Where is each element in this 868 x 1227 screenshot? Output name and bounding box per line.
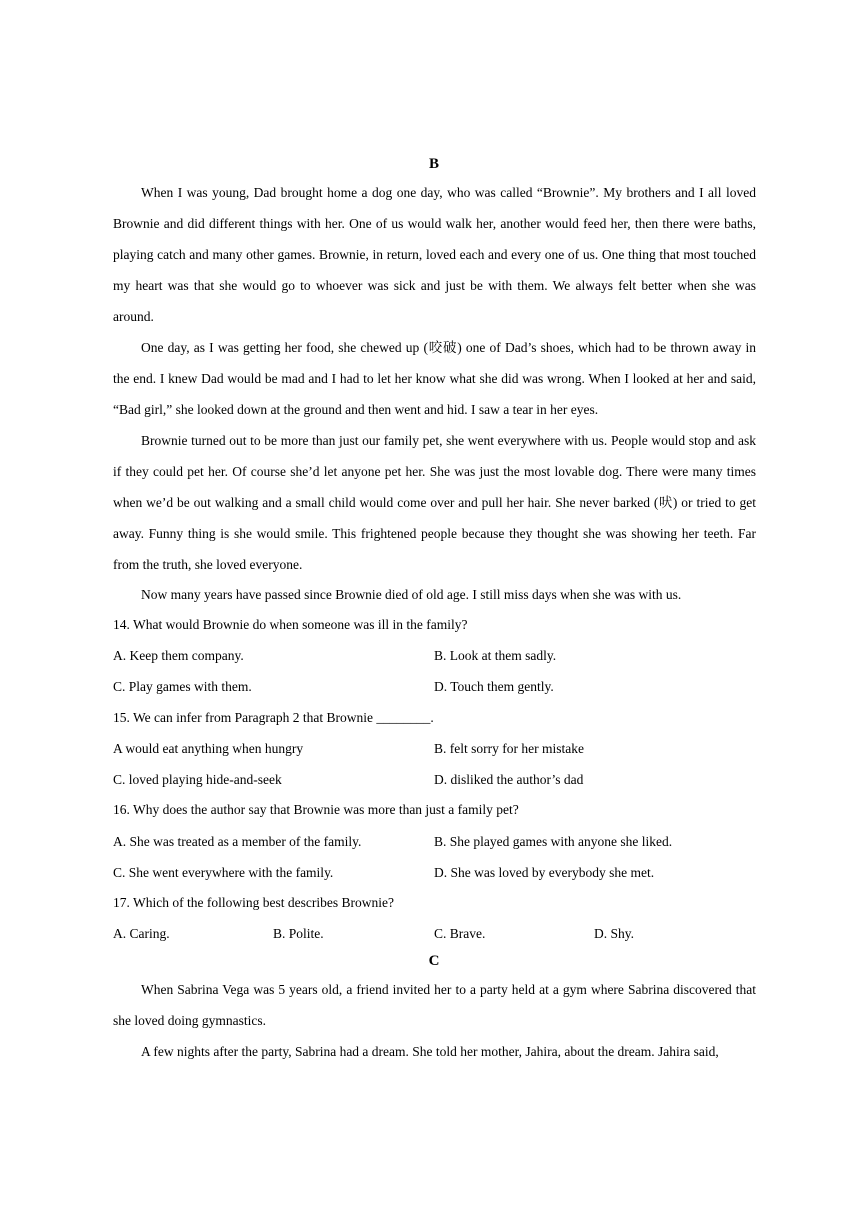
question-15-option-d[interactable]: D. disliked the author’s dad [434, 772, 584, 787]
question-17-option-d[interactable]: D. Shy. [594, 926, 635, 941]
question-14-option-d[interactable]: D. Touch them gently. [434, 679, 554, 694]
question-14-stem: 14. What would Brownie do when someone was ill in the family? [113, 617, 468, 632]
section-c-paragraph-2: A few nights after the party, Sabrina had a dream. She told her mother, Jahira, about the dream. Jahira said, [141, 1044, 719, 1059]
section-b-paragraph-2: One day, as I was getting her food, she chewed up (咬破) one of Dad’s shoes, which had to be thrown away in the end. I knew Dad would be mad and I had to let her know what she did was wrong. When I looked at her and said, “Bad girl,” she looked down at the ground and then went and hid. I saw a tear in her eyes. [113, 340, 756, 417]
question-17-option-c[interactable]: C. Brave. [434, 926, 486, 941]
section-b-paragraph-3: Brownie turned out to be more than just our family pet, she went everywhere with us. People would stop and ask if they could pet her. Of course she’d let anyone pet her. She was just the most lovable dog. There were many times when we’d be out walking and a small child would come over and pull her hair. She never barked (吠) or tried to get away. Funny thing is she would smile. This frightened people because they thought she was showing her teeth. Far from the truth, she loved everyone. [113, 433, 756, 572]
question-14-option-b[interactable]: B. Look at them sadly. [434, 648, 557, 663]
question-15-option-a[interactable]: A would eat anything when hungry [113, 741, 304, 756]
section-c-heading: C [428, 953, 440, 969]
section-b-paragraph-1: When I was young, Dad brought home a dog one day, who was called “Brownie”. My brothers and I all loved Brownie and did different things with her. One of us would walk her, another would feed her, then there were baths, playing catch and many other games. Brownie, in return, loved each and every one of us. One thing that most touched my heart was that she would go to whoever was sick and just be with them. We always felt better when she was around. [113, 185, 756, 324]
section-b-heading: B [428, 156, 439, 172]
question-14-option-a[interactable]: A. Keep them company. [113, 648, 244, 663]
question-16-stem: 16. Why does the author say that Brownie was more than just a family pet? [113, 802, 519, 817]
question-16-option-b[interactable]: B. She played games with anyone she liked. [434, 834, 673, 849]
question-15-option-c[interactable]: C. loved playing hide-and-seek [113, 772, 282, 787]
question-16-option-a[interactable]: A. She was treated as a member of the family. [113, 834, 362, 849]
question-16-option-c[interactable]: C. She went everywhere with the family. [113, 865, 334, 880]
question-16-option-d[interactable]: D. She was loved by everybody she met. [434, 865, 655, 880]
section-c-paragraph-1: When Sabrina Vega was 5 years old, a friend invited her to a party held at a gym where Sabrina discovered that she loved doing gymnastics. [113, 982, 756, 1028]
question-17-option-b[interactable]: B. Polite. [273, 926, 324, 941]
question-17-option-a[interactable]: A. Caring. [113, 926, 170, 941]
question-14-option-c[interactable]: C. Play games with them. [113, 679, 252, 694]
section-b-paragraph-4: Now many years have passed since Brownie died of old age. I still miss days when she was with us. [141, 587, 682, 602]
question-15-stem: 15. We can infer from Paragraph 2 that Brownie ________. [113, 710, 434, 725]
question-15-option-b[interactable]: B. felt sorry for her mistake [434, 741, 584, 756]
question-17-stem: 17. Which of the following best describes Brownie? [113, 895, 394, 910]
